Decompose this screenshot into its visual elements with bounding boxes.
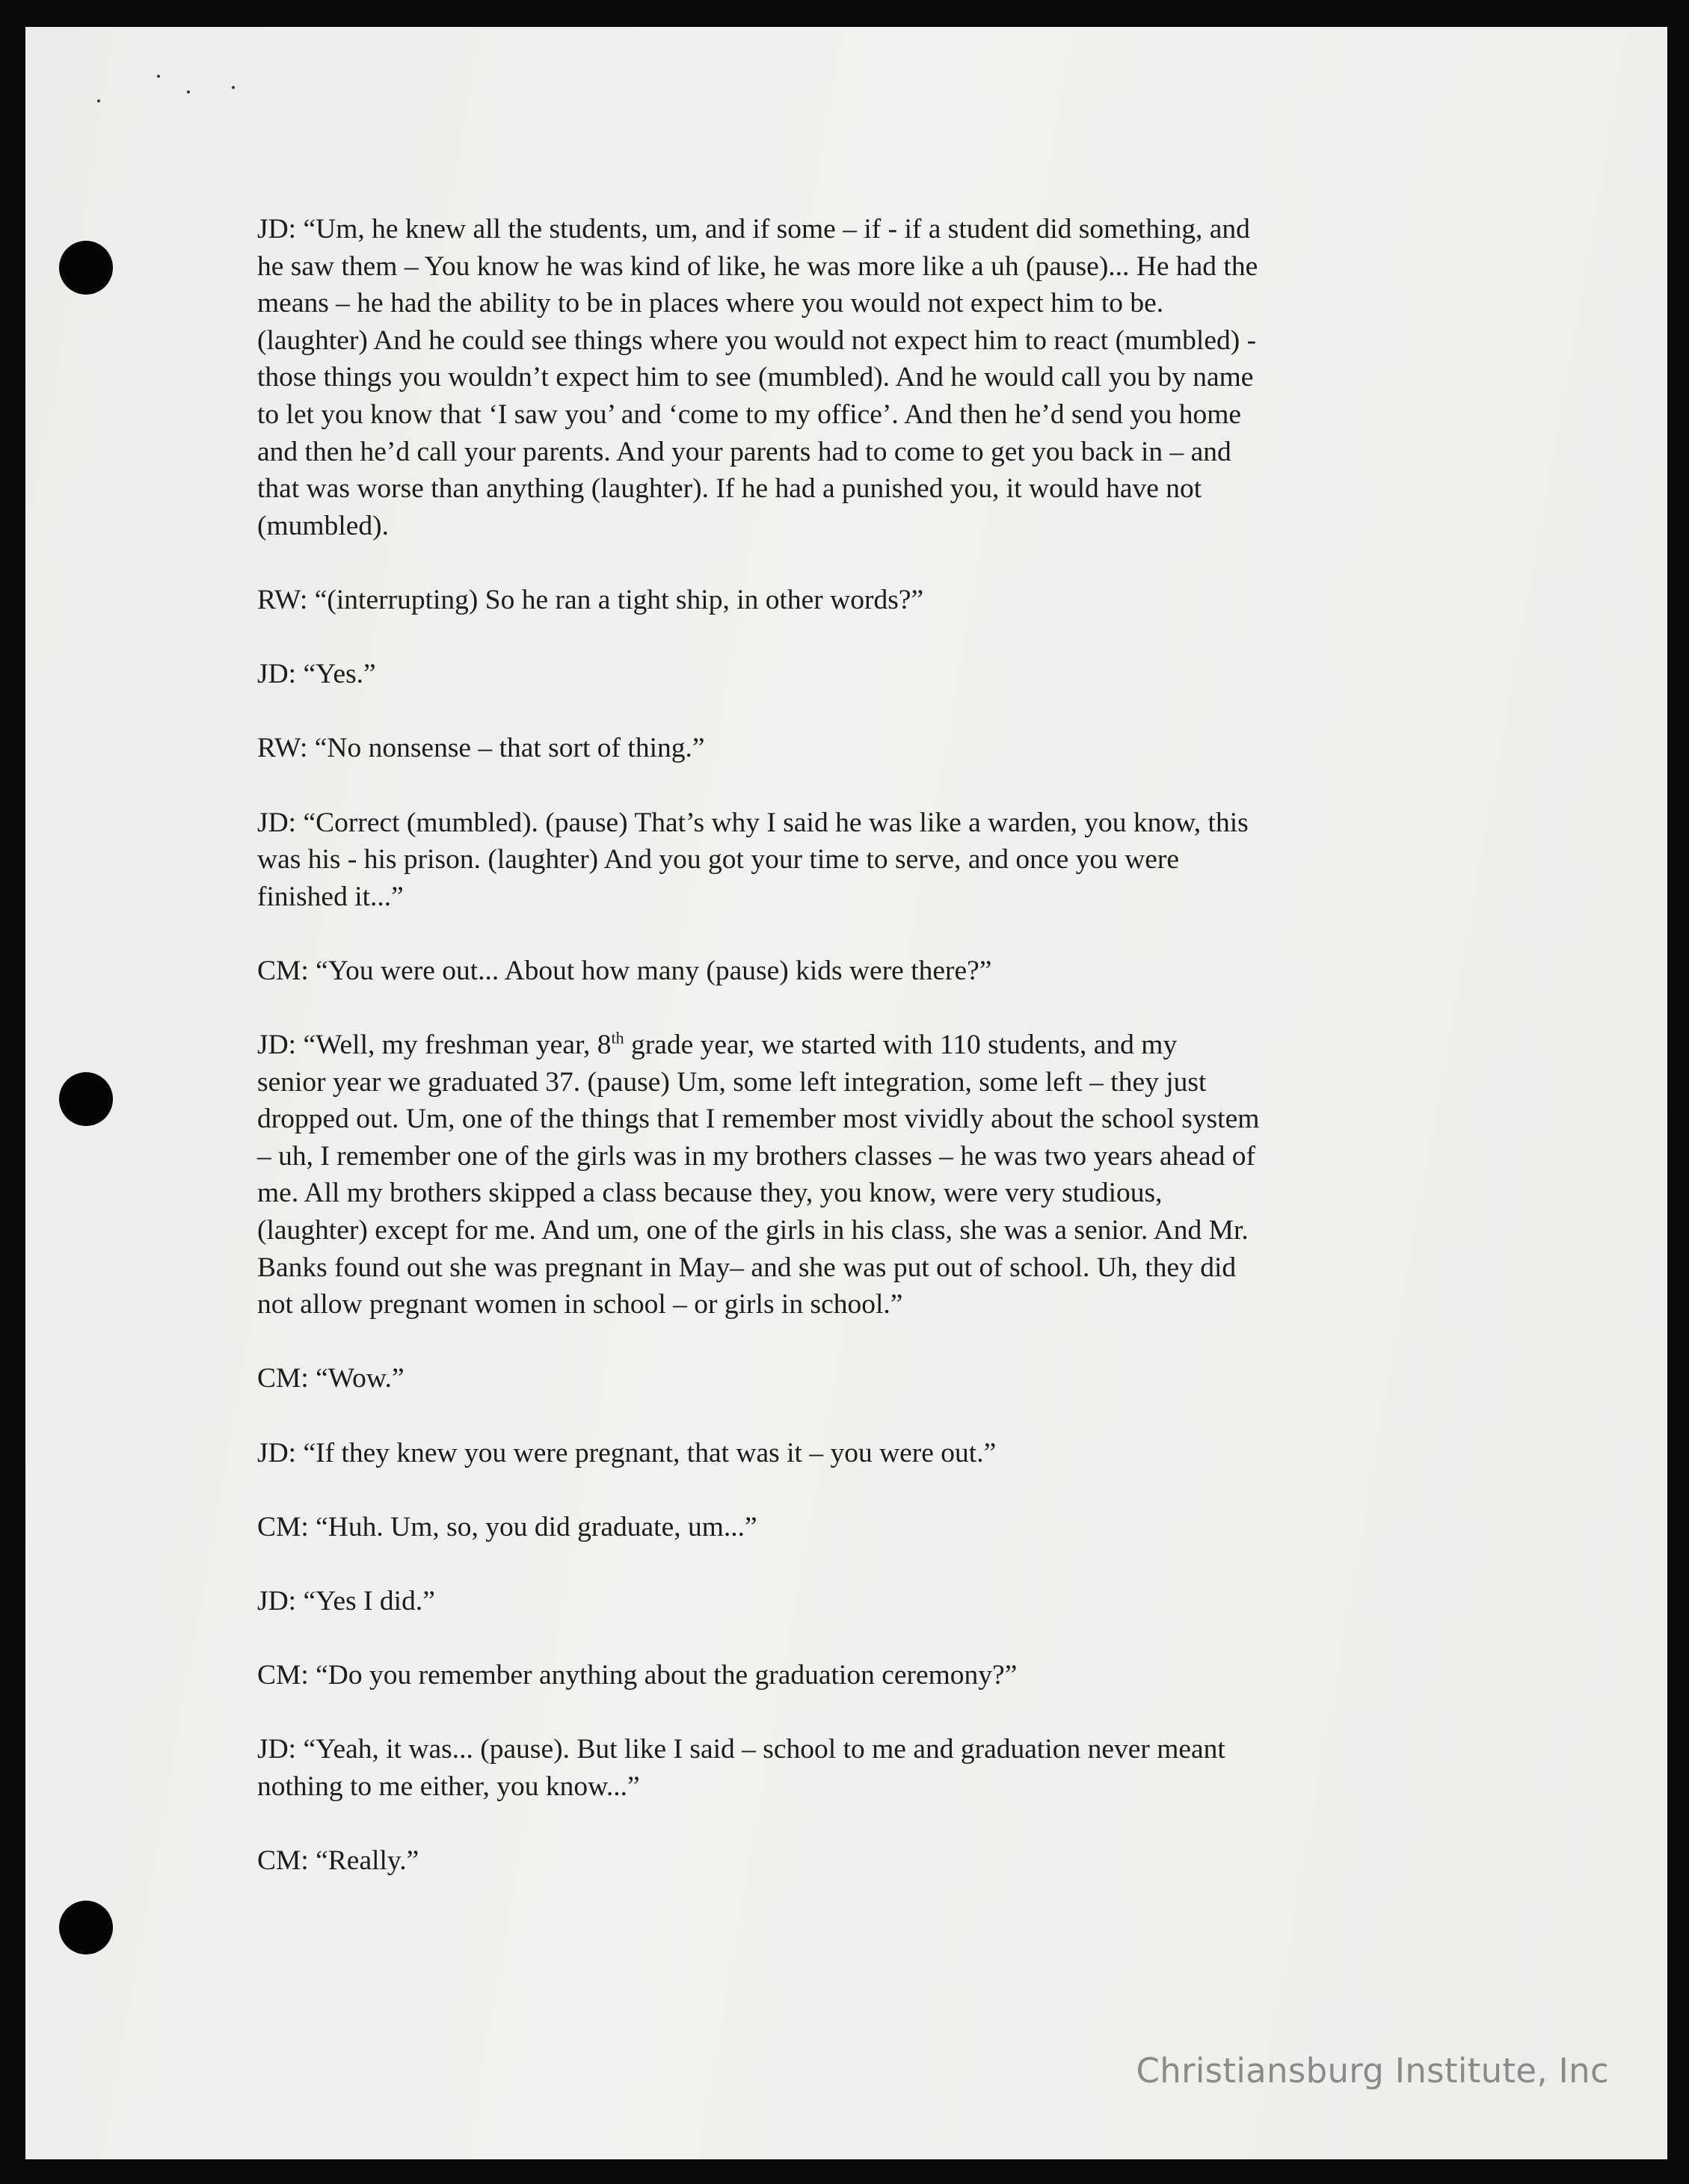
transcript-paragraph: JD: “Yeah, it was... (pause). But like I said – school to me and graduation never meant nothing to me either, you know...” bbox=[257, 1734, 1225, 1802]
paragraph-text-start: JD: “Well, my freshman year, 8 bbox=[257, 1030, 612, 1061]
transcript-paragraph: JD: “Correct (mumbled). (pause) That’s why I said he was like a warden, you know, this was his - his prison. (laughter) And you got your time to serve, and once you were finished it...” bbox=[257, 807, 1249, 912]
transcript-paragraph: CM: “Wow.” bbox=[257, 1363, 404, 1394]
transcript-paragraph: CM: “Really.” bbox=[257, 1845, 419, 1877]
transcript-paragraph: JD: “Um, he knew all the students, um, and if some – if - if a student did something, and he saw them – You know he was kind of like, he was more like a uh (pause)... He had the means – he had the ability to be in places where you would not expect him to be. (laughter) And he could see things where you would not expect him to react (mumbled) - those things you wouldn’t expect him to see (mumbled). And he would call you by name to let you know that ‘I saw you’ and ‘come to my office’. And then he’d send you home and then he’d call your parents. And your parents had to come to get you back in – and that was worse than anything (laughter). If he had a punished you, it would have not (mumbled). bbox=[257, 214, 1258, 541]
transcript-body bbox=[257, 211, 1483, 1916]
transcript-paragraph: CM: “Do you remember anything about the graduation ceremony?” bbox=[257, 1660, 1018, 1691]
transcript-paragraph: JD: “If they knew you were pregnant, that was it – you were out.” bbox=[257, 1437, 997, 1468]
paper-speck bbox=[187, 90, 190, 93]
transcript-paragraph: JD: “Yes.” bbox=[257, 659, 376, 690]
paper-speck bbox=[232, 86, 235, 89]
transcript-paragraph: RW: “No nonsense – that sort of thing.” bbox=[257, 733, 705, 764]
paper-speck bbox=[97, 99, 100, 102]
watermark-text: Christiansburg Institute, Inc bbox=[1136, 2051, 1609, 2091]
document-page bbox=[25, 27, 1667, 2159]
binder-hole-top bbox=[59, 241, 113, 295]
transcript-paragraph: CM: “Huh. Um, so, you did graduate, um...” bbox=[257, 1511, 757, 1542]
binder-hole-bottom bbox=[59, 1901, 113, 1954]
transcript-paragraph: RW: “(interrupting) So he ran a tight ship, in other words?” bbox=[257, 584, 924, 615]
transcript-paragraph: CM: “You were out... About how many (pause) kids were there?” bbox=[257, 955, 992, 986]
transcript-paragraph: JD: “Yes I did.” bbox=[257, 1585, 435, 1617]
transcript-paragraph bbox=[257, 1027, 1483, 1323]
ordinal-superscript: th bbox=[611, 1028, 624, 1048]
binder-hole-middle bbox=[59, 1072, 113, 1126]
paragraph-text-end: grade year, we started with 110 students, and my senior year we graduated 37. (pause) Um, some left integration, some left – they just dropped out. Um, one of the things that I remember most vividly about the school system – uh, I remember one of the girls was in my brothers classes – he was two years ahead of me. All my brothers skipped a class because they, you know, were very studious, (laughter) except for me. And um, one of the girls in his class, she was a senior. And Mr. Banks found out she was pregnant in May– and she was put out of school. Uh, they did not allow pregnant women in school – or girls in school.” bbox=[257, 1030, 1260, 1320]
paper-speck bbox=[157, 75, 160, 78]
